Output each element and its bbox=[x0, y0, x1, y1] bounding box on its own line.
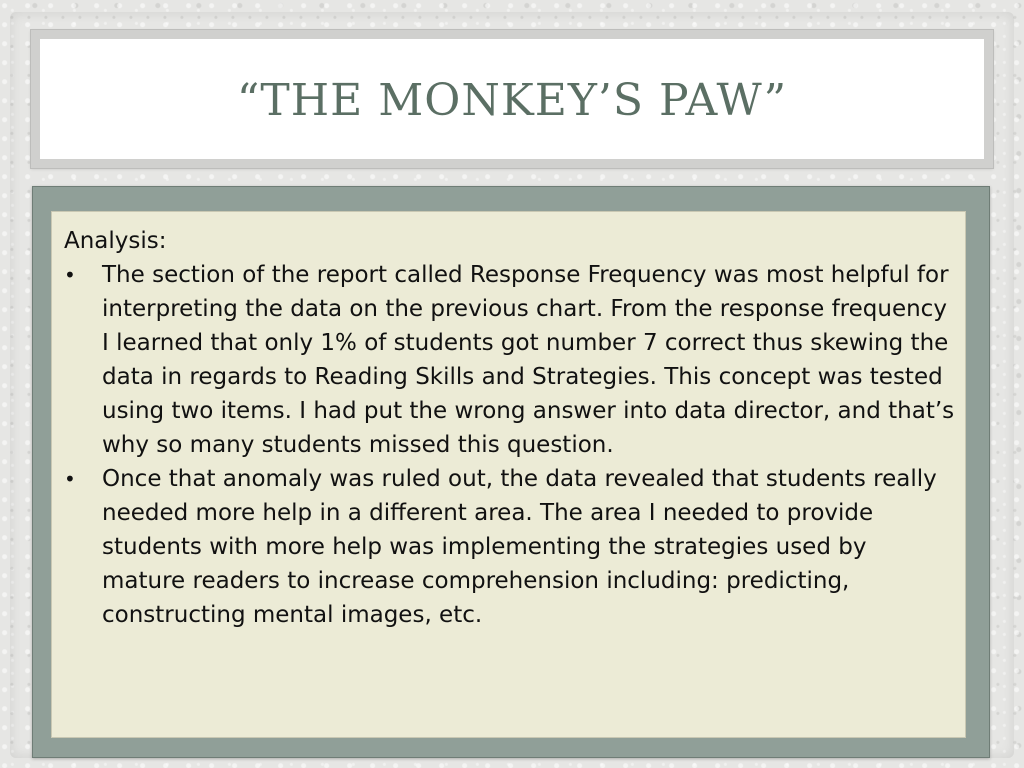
bullet-text-2: Once that anomaly was ruled out, the data revealed that students really needed more help in a different area. The area I needed to provide students with more help was implementing the strategies used by mature readers to increase comprehension including: predicting, constructing mental images, etc. bbox=[102, 466, 937, 628]
bullet-item-2 bbox=[64, 462, 955, 632]
analysis-heading: Analysis: bbox=[64, 228, 167, 254]
content-panel bbox=[51, 211, 966, 738]
content-frame bbox=[32, 186, 990, 758]
bullet-text-1: The section of the report called Response Frequency was most helpful for interpreting the data on the previous chart. From the response frequency I learned that only 1% of students got number 7 correct thus skewing the data in regards to Reading Skills and Strategies. This concept was tested using two items. I had put the wrong answer into data director, and that’s why so many students missed this question. bbox=[102, 262, 955, 458]
bullet-item-1 bbox=[64, 258, 955, 462]
bullet-icon: • bbox=[64, 263, 76, 287]
bullet-list bbox=[64, 258, 955, 632]
slide-title: “THE MONKEY’S PAW” bbox=[236, 74, 788, 126]
bullet-icon: • bbox=[64, 467, 76, 491]
title-box bbox=[31, 30, 993, 168]
